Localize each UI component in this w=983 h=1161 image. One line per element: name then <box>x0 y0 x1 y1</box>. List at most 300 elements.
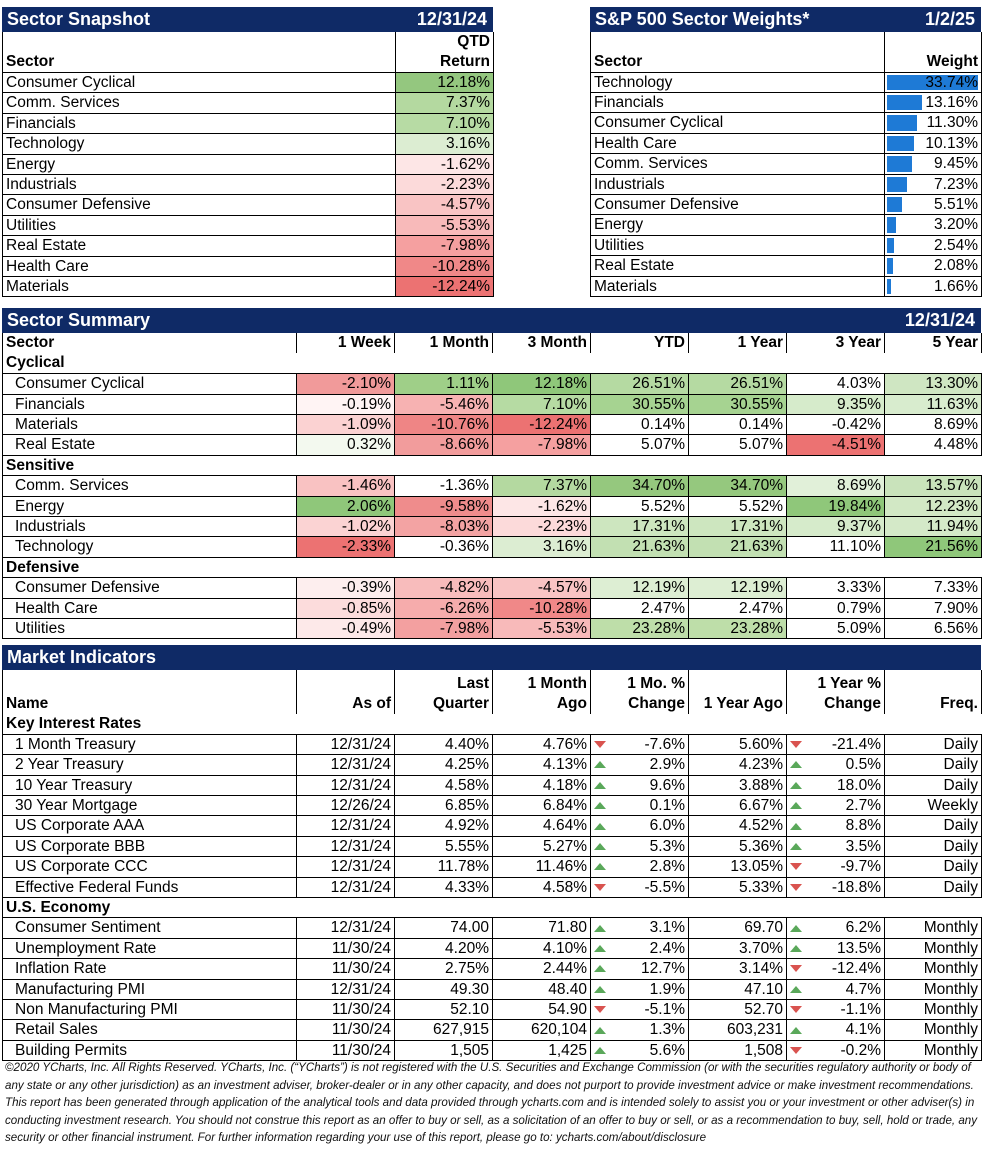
mo-change-line2: Change <box>628 695 685 712</box>
weight-value: 9.45% <box>934 155 978 173</box>
weight-value: 1.66% <box>934 277 978 295</box>
frequency: Monthly <box>885 1040 982 1060</box>
summary-return-value: -1.46% <box>297 476 395 496</box>
summary-row <box>3 598 982 618</box>
summary-return-value: -0.39% <box>297 578 395 598</box>
month-ago-value: 5.27% <box>493 836 591 856</box>
yr-change-wrap <box>790 918 881 937</box>
sector-name: Consumer Defensive <box>3 578 297 598</box>
yr-change-cell <box>787 938 885 958</box>
yr-change-value: -21.4% <box>831 735 881 753</box>
yr-change-cell <box>787 1020 885 1040</box>
arrow-down-icon <box>594 741 606 748</box>
last-quarter-value: 2.75% <box>395 959 493 979</box>
summary-return-value: 13.57% <box>885 476 982 496</box>
indicator-name: Building Permits <box>3 1040 297 1060</box>
weight-bar <box>887 156 912 171</box>
col-header-month-ago <box>493 670 591 714</box>
summary-return-value: -4.51% <box>787 435 885 455</box>
weights-row <box>591 256 982 276</box>
mo-change-wrap <box>594 816 685 835</box>
summary-return-value: 12.23% <box>885 496 982 516</box>
indicator-name: Consumer Sentiment <box>3 918 297 938</box>
month-ago-value: 11.46% <box>493 857 591 877</box>
sector-name: Real Estate <box>3 236 396 256</box>
summary-return-value: -0.36% <box>395 537 493 557</box>
indicator-name: Inflation Rate <box>3 959 297 979</box>
snapshot-row <box>3 154 494 174</box>
arrow-up-icon <box>594 1047 606 1054</box>
mo-change-value: 12.7% <box>641 960 685 978</box>
weight-value: 11.30% <box>926 114 978 132</box>
qtd-return-value: -1.62% <box>396 154 494 174</box>
month-ago-value: 6.84% <box>493 796 591 816</box>
arrow-up-icon <box>594 782 606 789</box>
qtd-return-value: -7.98% <box>396 236 494 256</box>
mo-change-value: 1.3% <box>649 1021 685 1039</box>
summary-return-value: 5.09% <box>787 618 885 638</box>
mo-change-cell <box>591 857 689 877</box>
yr-change-wrap <box>790 1000 881 1019</box>
sector-name: Industrials <box>3 175 396 195</box>
sector-summary-panel <box>2 308 981 639</box>
month-ago-value: 4.13% <box>493 755 591 775</box>
yr-change-cell <box>787 979 885 999</box>
weights-row <box>591 154 982 174</box>
summary-return-value: -12.24% <box>493 414 591 434</box>
last-quarter-value: 4.25% <box>395 755 493 775</box>
month-ago-value: 4.76% <box>493 734 591 754</box>
month-ago-value: 2.44% <box>493 959 591 979</box>
summary-return-value: 21.63% <box>689 537 787 557</box>
arrow-up-icon <box>594 986 606 993</box>
yr-change-cell <box>787 836 885 856</box>
weight-value: 10.13% <box>925 134 978 152</box>
yr-change-cell <box>787 734 885 754</box>
arrow-up-icon <box>594 802 606 809</box>
market-indicators-panel <box>2 645 981 1061</box>
year-ago-value: 603,231 <box>689 1020 787 1040</box>
col-header-as-of: As of <box>297 670 395 714</box>
month-ago-value: 620,104 <box>493 1020 591 1040</box>
summary-col-header: 3 Month <box>493 333 591 353</box>
mo-change-wrap <box>594 1000 685 1019</box>
mo-change-wrap <box>594 776 685 795</box>
indicator-name: 2 Year Treasury <box>3 755 297 775</box>
summary-col-header: YTD <box>591 333 689 353</box>
arrow-down-icon <box>790 965 802 972</box>
mo-change-cell <box>591 796 689 816</box>
frequency: Monthly <box>885 938 982 958</box>
snapshot-row <box>3 215 494 235</box>
summary-return-value: 21.63% <box>591 537 689 557</box>
col-header-mo-change <box>591 670 689 714</box>
weight-cell <box>885 215 982 235</box>
mo-change-wrap <box>594 939 685 958</box>
summary-return-value: 2.06% <box>297 496 395 516</box>
arrow-up-icon <box>790 925 802 932</box>
yr-change-wrap <box>790 755 881 774</box>
mo-change-value: -7.6% <box>644 735 685 753</box>
weight-bar <box>887 197 902 212</box>
weights-row <box>591 215 982 235</box>
sector-summary-title: Sector Summary <box>7 310 151 330</box>
summary-return-value: -1.02% <box>297 516 395 536</box>
market-group-label: Key Interest Rates <box>3 714 982 734</box>
sector-name: Health Care <box>591 133 885 153</box>
frequency: Daily <box>885 734 982 754</box>
sector-name: Technology <box>3 537 297 557</box>
qtd-return-value: 7.37% <box>396 93 494 113</box>
mo-change-value: 6.0% <box>649 817 685 835</box>
qtd-return-value: 12.18% <box>396 73 494 93</box>
mo-change-wrap <box>594 735 685 754</box>
yr-change-cell <box>787 918 885 938</box>
market-row <box>3 1000 982 1020</box>
weight-cell <box>885 174 982 194</box>
weight-cell <box>885 194 982 214</box>
year-ago-value: 6.67% <box>689 796 787 816</box>
summary-return-value: 26.51% <box>591 374 689 394</box>
snapshot-row <box>3 113 494 133</box>
as-of-date: 12/31/24 <box>297 775 395 795</box>
yr-change-wrap <box>790 1041 881 1060</box>
yr-change-cell <box>787 1040 885 1060</box>
last-quarter-line2: Quarter <box>433 695 489 712</box>
summary-return-value: -9.58% <box>395 496 493 516</box>
col-header-freq: Freq. <box>885 670 982 714</box>
mo-change-cell <box>591 1040 689 1060</box>
month-ago-value: 4.64% <box>493 816 591 836</box>
month-ago-value: 4.10% <box>493 938 591 958</box>
yr-change-cell <box>787 857 885 877</box>
month-ago-value: 71.80 <box>493 918 591 938</box>
market-indicators-table <box>2 670 982 1061</box>
year-ago-value: 5.36% <box>689 836 787 856</box>
yr-change-value: 8.8% <box>845 817 881 835</box>
summary-return-value: -0.85% <box>297 598 395 618</box>
snapshot-row <box>3 195 494 215</box>
sector-name: Health Care <box>3 598 297 618</box>
last-quarter-value: 11.78% <box>395 857 493 877</box>
month-ago-value: 1,425 <box>493 1040 591 1060</box>
summary-return-value: -0.19% <box>297 394 395 414</box>
sector-name: Energy <box>3 154 396 174</box>
last-quarter-value: 6.85% <box>395 796 493 816</box>
month-ago-value: 4.18% <box>493 775 591 795</box>
sector-weights-title: S&P 500 Sector Weights* <box>595 9 810 29</box>
sector-name: Financials <box>3 394 297 414</box>
col-header-sector: Sector <box>591 32 885 72</box>
yr-change-value: 18.0% <box>837 776 881 794</box>
summary-row <box>3 618 982 638</box>
sector-snapshot-titlebar <box>2 7 493 32</box>
arrow-down-icon <box>790 741 802 748</box>
month-ago-value: 48.40 <box>493 979 591 999</box>
mo-change-value: 5.3% <box>649 837 685 855</box>
summary-return-value: 30.55% <box>689 394 787 414</box>
as-of-date: 12/31/24 <box>297 918 395 938</box>
market-group-label: U.S. Economy <box>3 898 982 918</box>
indicator-name: Unemployment Rate <box>3 938 297 958</box>
sector-name: Comm. Services <box>591 154 885 174</box>
weight-bar <box>887 238 894 253</box>
as-of-date: 12/31/24 <box>297 734 395 754</box>
summary-return-value: 0.14% <box>689 414 787 434</box>
market-row <box>3 857 982 877</box>
yr-change-wrap <box>790 1020 881 1039</box>
summary-return-value: 17.31% <box>591 516 689 536</box>
snapshot-row <box>3 256 494 276</box>
yr-change-value: 4.7% <box>845 980 881 998</box>
summary-return-value: 13.30% <box>885 374 982 394</box>
yr-change-line2: Change <box>824 695 881 712</box>
sector-name: Consumer Cyclical <box>3 374 297 394</box>
summary-return-value: 11.10% <box>787 537 885 557</box>
summary-return-value: 12.19% <box>591 578 689 598</box>
snapshot-row <box>3 236 494 256</box>
sector-summary-date: 12/31/24 <box>904 310 975 330</box>
summary-row <box>3 476 982 496</box>
yr-change-value: 4.1% <box>845 1021 881 1039</box>
arrow-up-icon <box>790 945 802 952</box>
yr-change-cell <box>787 775 885 795</box>
summary-group-label: Cyclical <box>3 353 982 373</box>
qtd-return-value: -12.24% <box>396 277 494 297</box>
frequency: Weekly <box>885 796 982 816</box>
sector-snapshot-table <box>2 32 494 297</box>
summary-col-header: 3 Year <box>787 333 885 353</box>
market-group-row <box>3 898 982 918</box>
arrow-up-icon <box>594 925 606 932</box>
summary-group-row <box>3 455 982 475</box>
summary-return-value: -4.57% <box>493 578 591 598</box>
last-quarter-value: 4.20% <box>395 938 493 958</box>
weight-bar <box>887 136 914 151</box>
frequency: Monthly <box>885 1020 982 1040</box>
mo-change-wrap <box>594 755 685 774</box>
col-header-last-quarter <box>395 670 493 714</box>
indicator-name: US Corporate AAA <box>3 816 297 836</box>
snapshot-row <box>3 134 494 154</box>
sector-name: Materials <box>3 277 396 297</box>
arrow-up-icon <box>790 1027 802 1034</box>
last-quarter-value: 1,505 <box>395 1040 493 1060</box>
yr-change-value: 13.5% <box>837 939 881 957</box>
market-row <box>3 1040 982 1060</box>
snapshot-row <box>3 73 494 93</box>
yr-change-wrap <box>790 878 881 897</box>
indicator-name: Manufacturing PMI <box>3 979 297 999</box>
summary-return-value: 5.07% <box>591 435 689 455</box>
summary-return-value: 7.10% <box>493 394 591 414</box>
mo-change-cell <box>591 775 689 795</box>
sector-name: Energy <box>3 496 297 516</box>
mo-change-value: 0.1% <box>649 797 685 815</box>
summary-col-header: 5 Year <box>885 333 982 353</box>
yr-change-value: 0.5% <box>845 756 881 774</box>
as-of-date: 11/30/24 <box>297 1040 395 1060</box>
weight-value: 5.51% <box>934 195 978 213</box>
col-header-weight: Weight <box>885 32 982 72</box>
mo-change-wrap <box>594 857 685 876</box>
weight-cell <box>885 133 982 153</box>
summary-return-value: -1.36% <box>395 476 493 496</box>
summary-row <box>3 537 982 557</box>
weights-row <box>591 235 982 255</box>
qtd-return-value: -10.28% <box>396 256 494 276</box>
mo-change-cell <box>591 734 689 754</box>
year-ago-value: 3.88% <box>689 775 787 795</box>
yr-change-cell <box>787 1000 885 1020</box>
summary-return-value: -10.76% <box>395 414 493 434</box>
as-of-date: 12/31/24 <box>297 877 395 897</box>
weights-row <box>591 72 982 92</box>
snapshot-row <box>3 93 494 113</box>
sector-name: Comm. Services <box>3 476 297 496</box>
last-quarter-value: 52.10 <box>395 1000 493 1020</box>
weight-cell <box>885 72 982 92</box>
sector-name: Industrials <box>591 174 885 194</box>
snapshot-row <box>3 277 494 297</box>
as-of-date: 12/31/24 <box>297 836 395 856</box>
yr-change-value: -0.2% <box>840 1041 881 1059</box>
summary-return-value: 26.51% <box>689 374 787 394</box>
summary-return-value: 19.84% <box>787 496 885 516</box>
yr-change-wrap <box>790 816 881 835</box>
indicator-name: US Corporate BBB <box>3 836 297 856</box>
arrow-down-icon <box>790 1006 802 1013</box>
yr-change-wrap <box>790 939 881 958</box>
weights-row <box>591 174 982 194</box>
last-quarter-value: 74.00 <box>395 918 493 938</box>
sector-name: Utilities <box>3 618 297 638</box>
market-indicators-rows <box>3 714 982 1061</box>
arrow-up-icon <box>594 945 606 952</box>
mo-change-value: 2.9% <box>649 756 685 774</box>
weights-row <box>591 194 982 214</box>
mo-change-wrap <box>594 959 685 978</box>
mo-change-wrap <box>594 980 685 999</box>
market-group-row <box>3 714 982 734</box>
col-header-qtd-return <box>396 32 494 73</box>
summary-return-value: 17.31% <box>689 516 787 536</box>
as-of-date: 12/31/24 <box>297 857 395 877</box>
weights-row <box>591 113 982 133</box>
summary-return-value: 0.32% <box>297 435 395 455</box>
summary-return-value: 7.37% <box>493 476 591 496</box>
summary-return-value: -5.46% <box>395 394 493 414</box>
qtd-return-value: 7.10% <box>396 113 494 133</box>
weight-value: 2.54% <box>934 236 978 254</box>
arrow-up-icon <box>790 761 802 768</box>
sector-name: Consumer Defensive <box>591 194 885 214</box>
summary-return-value: -2.10% <box>297 374 395 394</box>
sector-weights-table <box>590 32 982 297</box>
weights-row <box>591 133 982 153</box>
summary-return-value: 12.18% <box>493 374 591 394</box>
mo-change-value: 5.6% <box>649 1041 685 1059</box>
market-row <box>3 877 982 897</box>
summary-row <box>3 374 982 394</box>
month-ago-value: 54.90 <box>493 1000 591 1020</box>
frequency: Daily <box>885 836 982 856</box>
mo-change-wrap <box>594 918 685 937</box>
sector-name: Financials <box>591 92 885 112</box>
disclaimer-footer: ©2020 YCharts, Inc. All Rights Reserved. YCharts, Inc. (“YCharts”) is not registered with the U.S. Securities and Exchange Commission (or with the securities regulatory authority or body of any state or any other jurisdiction) as an investment adviser, broker-dealer or in any other capacity, and does not purport to provide investment advice or make investment recommendations. This report has been generated through application of the analytical tools and data provided through ycharts.com and is intended solely to assist you or your investment or other adviser(s) in conducting investment research. You should not construe this report as an offer to buy or sell, as a solicitation of an offer to buy or sell, or as a recommendation to buy, sell, hold or trade, any security or other financial instrument. For further information regarding your use of this report, please go to: ycharts.com/about/disclosure <box>5 1061 978 1145</box>
qtd-return-value: -2.23% <box>396 175 494 195</box>
sector-weights-rows <box>591 72 982 296</box>
weights-row <box>591 92 982 112</box>
mo-change-value: -5.1% <box>644 1001 685 1019</box>
yr-change-value: 2.7% <box>845 797 881 815</box>
summary-return-value: -1.09% <box>297 414 395 434</box>
indicator-name: Non Manufacturing PMI <box>3 1000 297 1020</box>
mo-change-wrap <box>594 1020 685 1039</box>
summary-return-value: 5.52% <box>591 496 689 516</box>
year-ago-value: 5.33% <box>689 877 787 897</box>
arrow-down-icon <box>594 1006 606 1013</box>
mo-change-cell <box>591 1000 689 1020</box>
yr-change-cell <box>787 816 885 836</box>
summary-return-value: 3.16% <box>493 537 591 557</box>
market-indicators-title: Market Indicators <box>7 647 157 667</box>
arrow-up-icon <box>594 965 606 972</box>
year-ago-value: 1,508 <box>689 1040 787 1060</box>
sector-weights-date: 1/2/25 <box>924 9 975 29</box>
frequency: Daily <box>885 877 982 897</box>
summary-return-value: 11.94% <box>885 516 982 536</box>
summary-return-value: -6.26% <box>395 598 493 618</box>
as-of-date: 12/31/24 <box>297 816 395 836</box>
summary-return-value: -7.98% <box>493 435 591 455</box>
market-row <box>3 918 982 938</box>
weight-value: 7.23% <box>934 175 978 193</box>
arrow-up-icon <box>790 802 802 809</box>
yr-change-value: 6.2% <box>845 919 881 937</box>
sector-name: Utilities <box>3 215 396 235</box>
month-ago-line1: 1 Month <box>527 675 587 692</box>
market-row <box>3 979 982 999</box>
sector-name: Consumer Cyclical <box>3 73 396 93</box>
weight-value: 2.08% <box>934 257 978 275</box>
month-ago-line2: Ago <box>556 695 587 712</box>
summary-col-header: 1 Week <box>297 333 395 353</box>
yr-change-value: -9.7% <box>840 858 881 876</box>
mo-change-cell <box>591 979 689 999</box>
yr-change-wrap <box>790 857 881 876</box>
arrow-up-icon <box>594 863 606 870</box>
yr-change-wrap <box>790 796 881 815</box>
yr-change-cell <box>787 796 885 816</box>
mo-change-value: -5.5% <box>644 878 685 896</box>
sector-snapshot-rows <box>3 73 494 297</box>
mo-change-value: 2.8% <box>649 858 685 876</box>
yr-change-value: -1.1% <box>840 1001 881 1019</box>
qtd-return-value: -5.53% <box>396 215 494 235</box>
year-ago-value: 13.05% <box>689 857 787 877</box>
arrow-up-icon <box>594 761 606 768</box>
market-row <box>3 1020 982 1040</box>
market-row <box>3 938 982 958</box>
market-row <box>3 755 982 775</box>
weight-cell <box>885 113 982 133</box>
weight-value: 3.20% <box>934 216 978 234</box>
arrow-down-icon <box>790 884 802 891</box>
sector-name: Energy <box>591 215 885 235</box>
sector-name: Materials <box>591 276 885 296</box>
sector-weights-panel <box>590 7 981 297</box>
